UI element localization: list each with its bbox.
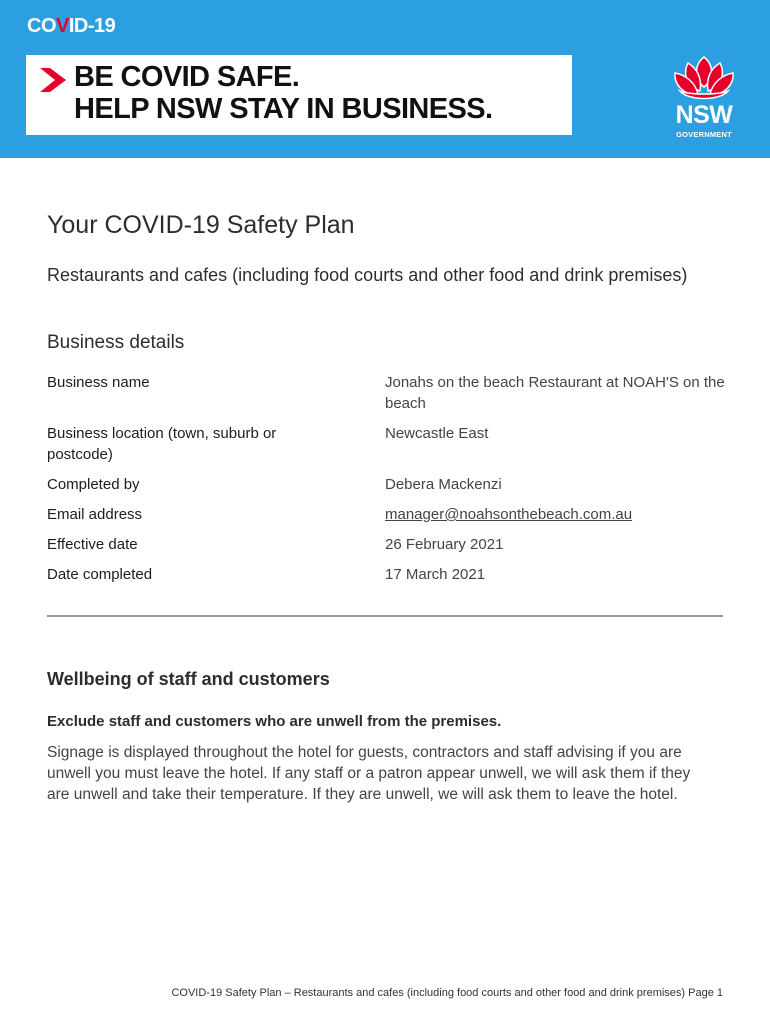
nsw-wordmark: NSW [675,101,733,129]
business-details-heading: Business details [47,332,185,353]
detail-label: Email address [47,506,143,523]
email-link[interactable]: manager@noahsonthebeach.com.au [385,506,633,523]
covid-banner [0,0,770,158]
wellbeing-paragraph: Signage is displayed throughout the hotel for guests, contractors and staff advising if you are unwell you must leave the hotel. If any staff or a patron appear unwell, we will ask them if they are unwell and take their temperature. If they are unwell, we will ask them to leave the hotel. [47,744,691,803]
wellbeing-subheading: Exclude staff and customers who are unwell from the premises. [47,713,502,730]
slogan-line-2: HELP NSW STAY IN BUSINESS. [74,93,493,125]
chevron-right-icon [38,65,68,95]
page-footer: COVID-19 Safety Plan – Restaurants and cafes (including food courts and other food and drink premises) Page 1 [171,987,723,999]
detail-value: 26 February 2021 [385,536,504,553]
nsw-government-logo [664,55,744,141]
detail-label: Business location (town, suburb or postcode) [47,425,277,463]
covid-19-tag: COVID-19 [27,15,116,37]
page-title: Your COVID-19 Safety Plan [47,211,355,239]
slogan-box [26,55,572,135]
detail-label: Date completed [47,566,153,583]
detail-value: Newcastle East [385,425,489,442]
page-subtitle: Restaurants and cafes (including food courts and other food and drink premises) [47,265,688,285]
detail-label: Completed by [47,476,140,493]
detail-label: Business name [47,374,150,391]
wellbeing-heading: Wellbeing of staff and customers [47,669,330,689]
detail-label: Effective date [47,536,138,553]
detail-value: Jonahs on the beach Restaurant at NOAH'S on the beach [385,374,725,412]
waratah-icon [670,55,738,103]
government-label: GOVERNMENT [676,130,732,139]
section-divider [47,615,723,617]
detail-value: 17 March 2021 [385,566,486,583]
slogan-line-1: BE COVID SAFE. [74,61,300,93]
detail-value: Debera Mackenzi [385,476,502,493]
